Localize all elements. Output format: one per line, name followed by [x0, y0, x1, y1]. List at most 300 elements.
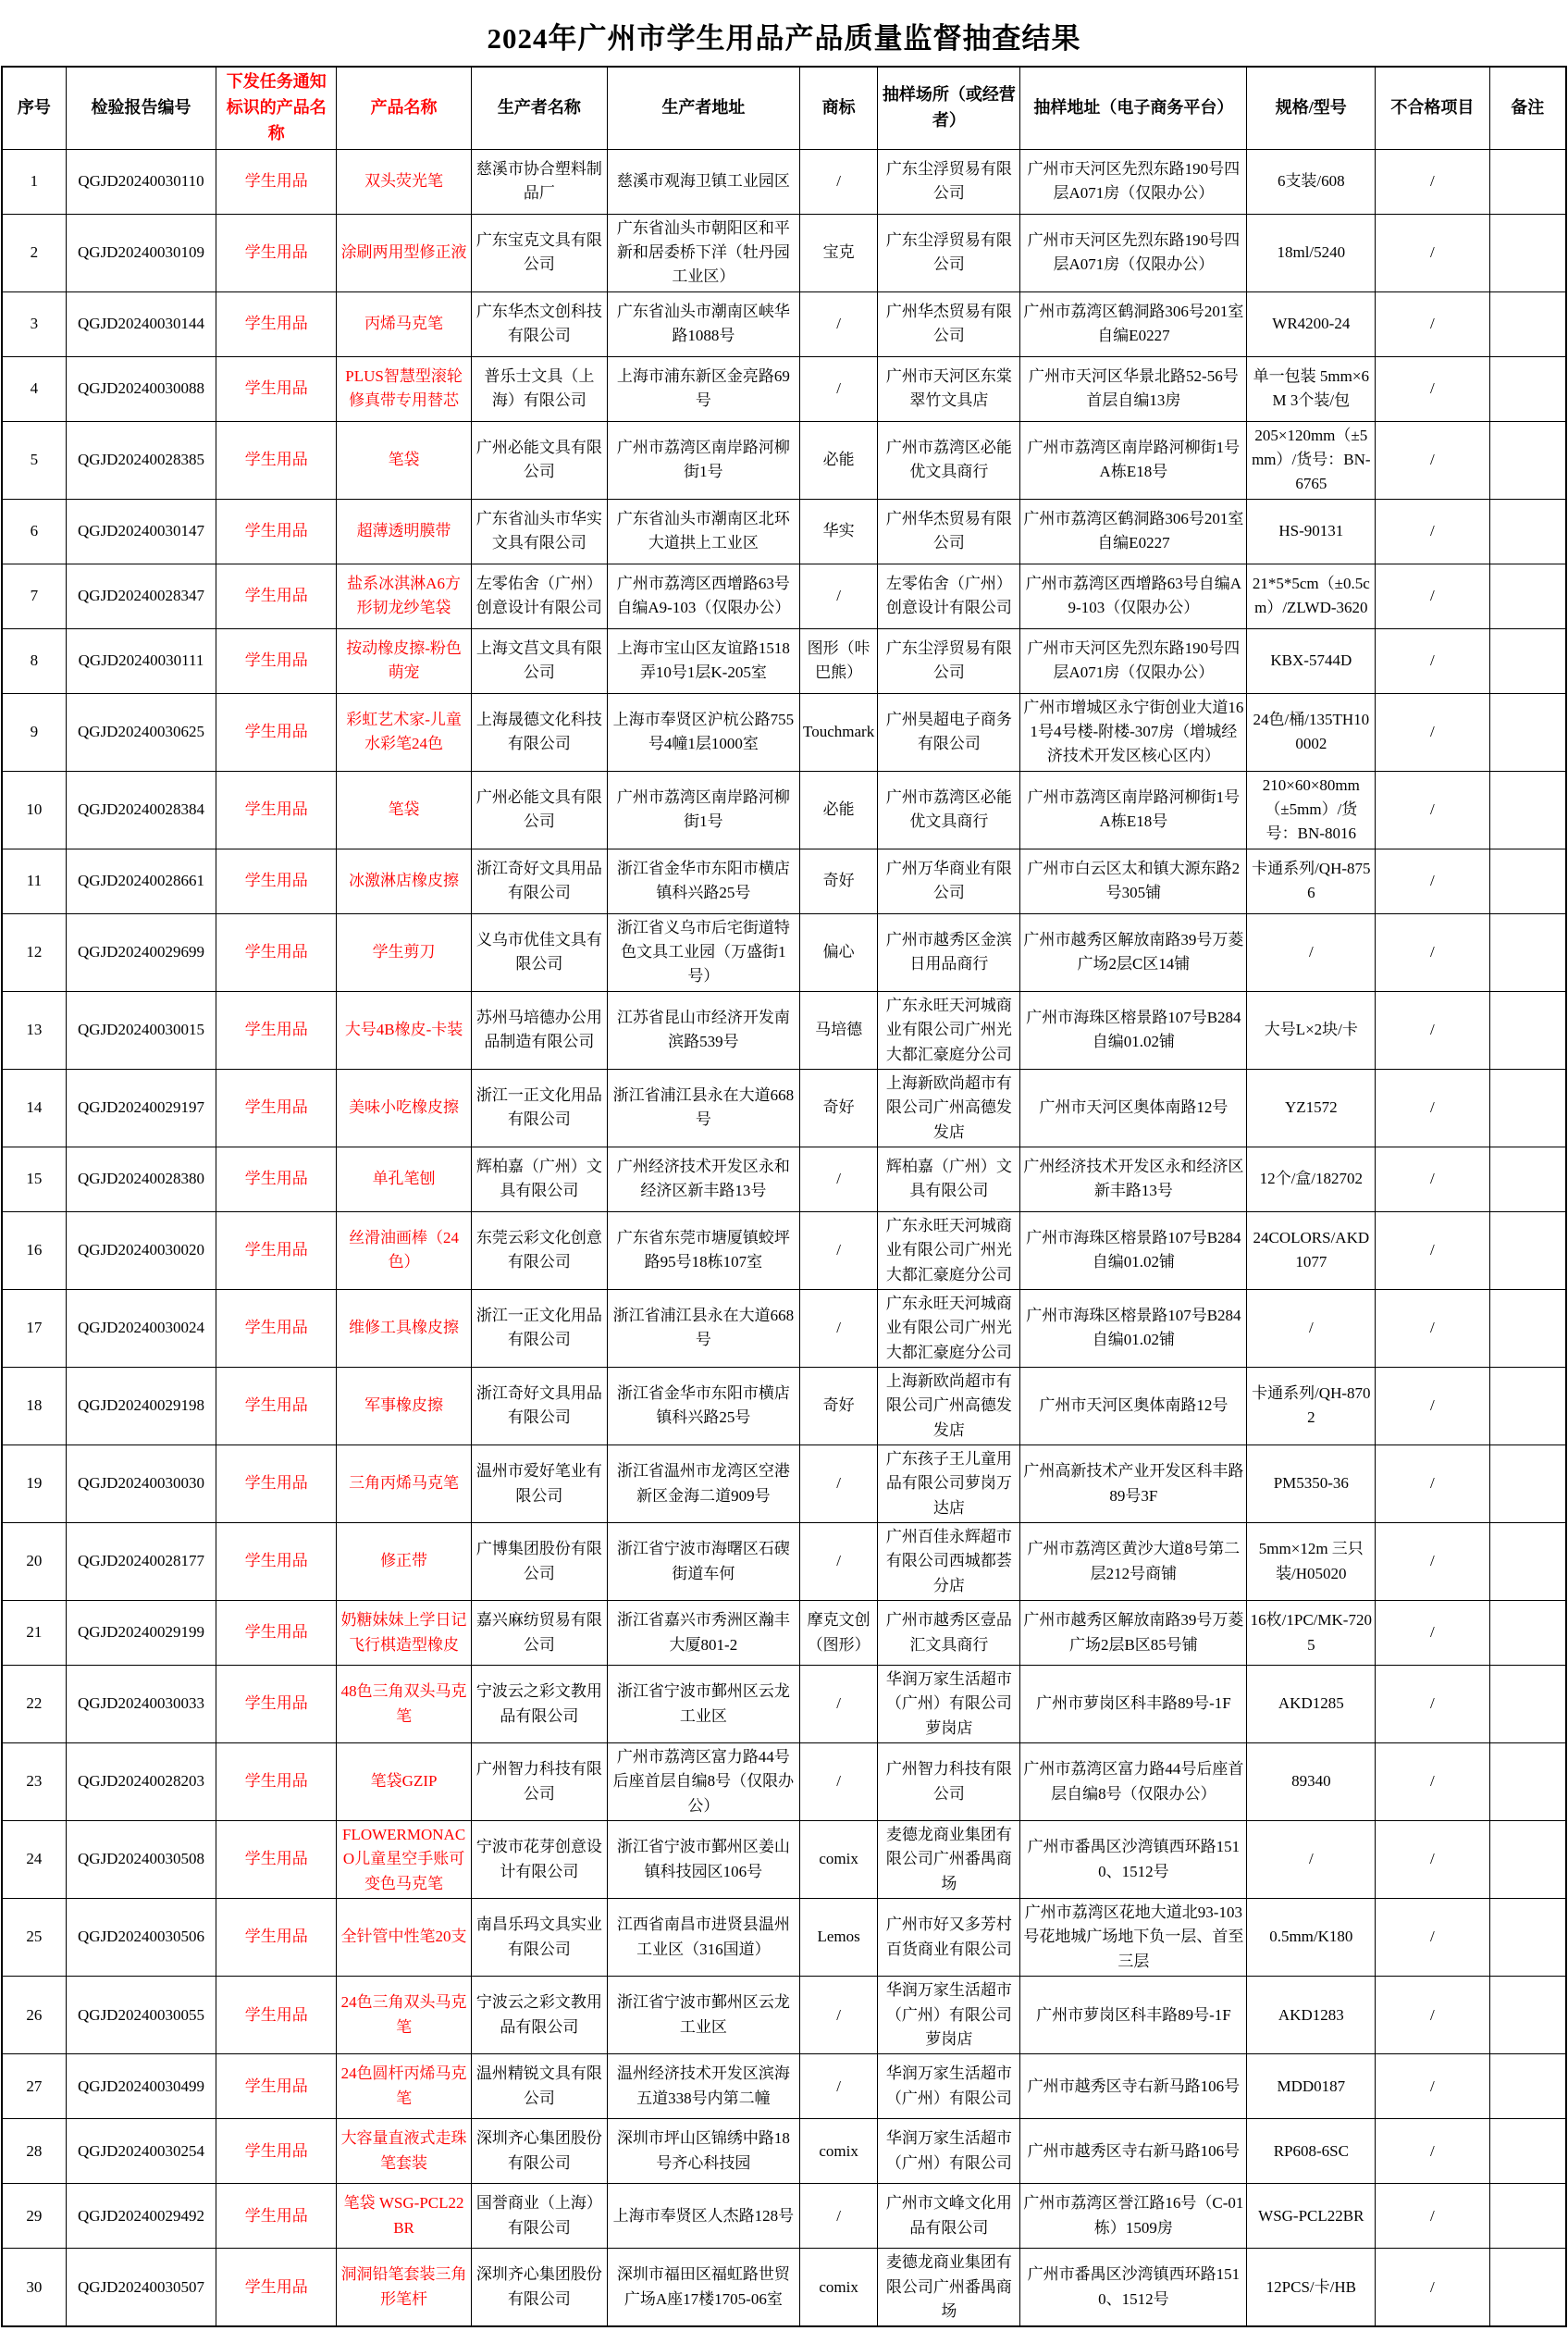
cell-r22-c3: 学生用品 — [216, 1666, 337, 1743]
column-header-10: 规格/型号 — [1247, 67, 1376, 149]
table-row — [2, 1147, 1566, 1211]
cell-r22-c2: QGJD20240030033 — [66, 1666, 216, 1743]
cell-r19-c12 — [1489, 1444, 1566, 1522]
cell-r25-c10: 0.5mm/K180 — [1247, 1899, 1376, 1977]
cell-r1-c1: 1 — [2, 149, 66, 214]
cell-r3-c7: / — [799, 291, 878, 356]
cell-r11-c4: 冰激淋店橡皮擦 — [337, 849, 471, 913]
cell-r30-c5: 深圳齐心集团股份有限公司 — [471, 2249, 607, 2327]
column-header-4: 产品名称 — [337, 67, 471, 149]
cell-r30-c12 — [1489, 2249, 1566, 2327]
cell-r17-c11: / — [1376, 1289, 1489, 1367]
cell-r1-c5: 慈溪市协合塑料制品厂 — [471, 149, 607, 214]
cell-r17-c1: 17 — [2, 1289, 66, 1367]
column-header-1: 序号 — [2, 67, 66, 149]
cell-r9-c1: 9 — [2, 693, 66, 771]
cell-r22-c9: 广州市萝岗区科丰路89号-1F — [1020, 1666, 1247, 1743]
cell-r2-c11: / — [1376, 214, 1489, 291]
cell-r12-c4: 学生剪刀 — [337, 913, 471, 991]
cell-r16-c12 — [1489, 1211, 1566, 1289]
table-row — [2, 849, 1566, 913]
cell-r3-c1: 3 — [2, 291, 66, 356]
cell-r16-c8: 广东永旺天河城商业有限公司广州光大都汇豪庭分公司 — [878, 1211, 1020, 1289]
cell-r11-c5: 浙江奇好文具用品有限公司 — [471, 849, 607, 913]
cell-r14-c10: YZ1572 — [1247, 1069, 1376, 1147]
cell-r21-c8: 广州市越秀区壹品汇文具商行 — [878, 1601, 1020, 1666]
cell-r28-c11: / — [1376, 2119, 1489, 2184]
cell-r8-c4: 按动橡皮擦-粉色萌宠 — [337, 628, 471, 693]
cell-r5-c6: 广州市荔湾区南岸路河柳街1号 — [607, 421, 799, 499]
cell-r5-c10: 205×120mm（±5mm）/货号：BN-6765 — [1247, 421, 1376, 499]
table-row — [2, 499, 1566, 564]
cell-r21-c12 — [1489, 1601, 1566, 1666]
cell-r17-c12 — [1489, 1289, 1566, 1367]
cell-r21-c9: 广州市越秀区解放南路39号万菱广场2层B区85号铺 — [1020, 1601, 1247, 1666]
cell-r25-c7: Lemos — [799, 1899, 878, 1977]
cell-r7-c6: 广州市荔湾区西增路63号自编A9-103（仅限办公） — [607, 564, 799, 628]
cell-r5-c1: 5 — [2, 421, 66, 499]
cell-r29-c4: 笔袋 WSG-PCL22BR — [337, 2184, 471, 2249]
cell-r24-c6: 浙江省宁波市鄞州区姜山镇科技园区106号 — [607, 1821, 799, 1899]
cell-r28-c9: 广州市越秀区寺右新马路106号 — [1020, 2119, 1247, 2184]
column-header-11: 不合格项目 — [1376, 67, 1489, 149]
cell-r18-c1: 18 — [2, 1367, 66, 1444]
cell-r7-c12 — [1489, 564, 1566, 628]
cell-r15-c1: 15 — [2, 1147, 66, 1211]
cell-r13-c1: 13 — [2, 991, 66, 1069]
cell-r4-c2: QGJD20240030088 — [66, 356, 216, 421]
cell-r23-c2: QGJD20240028203 — [66, 1743, 216, 1821]
table-row — [2, 2119, 1566, 2184]
cell-r27-c8: 华润万家生活超市（广州）有限公司 — [878, 2054, 1020, 2119]
cell-r11-c6: 浙江省金华市东阳市横店镇科兴路25号 — [607, 849, 799, 913]
cell-r12-c12 — [1489, 913, 1566, 991]
cell-r7-c2: QGJD20240028347 — [66, 564, 216, 628]
cell-r11-c3: 学生用品 — [216, 849, 337, 913]
cell-r12-c11: / — [1376, 913, 1489, 991]
cell-r14-c3: 学生用品 — [216, 1069, 337, 1147]
cell-r4-c11: / — [1376, 356, 1489, 421]
cell-r26-c9: 广州市萝岗区科丰路89号-1F — [1020, 1977, 1247, 2054]
table-row — [2, 628, 1566, 693]
cell-r10-c5: 广州必能文具有限公司 — [471, 771, 607, 849]
cell-r13-c6: 江苏省昆山市经济开发南滨路539号 — [607, 991, 799, 1069]
table-row — [2, 356, 1566, 421]
cell-r23-c9: 广州市荔湾区富力路44号后座首层自编8号（仅限办公） — [1020, 1743, 1247, 1821]
table-row — [2, 421, 1566, 499]
cell-r4-c3: 学生用品 — [216, 356, 337, 421]
cell-r6-c11: / — [1376, 499, 1489, 564]
cell-r30-c7: comix — [799, 2249, 878, 2327]
cell-r22-c11: / — [1376, 1666, 1489, 1743]
cell-r26-c5: 宁波云之彩文教用品有限公司 — [471, 1977, 607, 2054]
cell-r14-c9: 广州市天河区奥体南路12号 — [1020, 1069, 1247, 1147]
cell-r18-c10: 卡通系列/QH-8702 — [1247, 1367, 1376, 1444]
cell-r26-c2: QGJD20240030055 — [66, 1977, 216, 2054]
cell-r4-c7: / — [799, 356, 878, 421]
cell-r21-c7: 摩克文创（图形） — [799, 1601, 878, 1666]
cell-r23-c6: 广州市荔湾区富力路44号后座首层自编8号（仅限办公） — [607, 1743, 799, 1821]
cell-r9-c2: QGJD20240030625 — [66, 693, 216, 771]
cell-r1-c9: 广州市天河区先烈东路190号四层A071房（仅限办公） — [1020, 149, 1247, 214]
cell-r19-c3: 学生用品 — [216, 1444, 337, 1522]
cell-r4-c10: 单一包装 5mm×6M 3个装/包 — [1247, 356, 1376, 421]
column-header-3: 下发任务通知标识的产品名称 — [216, 67, 337, 149]
cell-r19-c11: / — [1376, 1444, 1489, 1522]
cell-r12-c5: 义乌市优佳文具有限公司 — [471, 913, 607, 991]
cell-r16-c7: / — [799, 1211, 878, 1289]
cell-r22-c1: 22 — [2, 1666, 66, 1743]
cell-r14-c7: 奇好 — [799, 1069, 878, 1147]
cell-r30-c6: 深圳市福田区福虹路世贸广场A座17楼1705-06室 — [607, 2249, 799, 2327]
cell-r26-c3: 学生用品 — [216, 1977, 337, 2054]
cell-r29-c3: 学生用品 — [216, 2184, 337, 2249]
cell-r3-c4: 丙烯马克笔 — [337, 291, 471, 356]
cell-r27-c4: 24色圆杆丙烯马克笔 — [337, 2054, 471, 2119]
table-row — [2, 2054, 1566, 2119]
cell-r18-c3: 学生用品 — [216, 1367, 337, 1444]
cell-r6-c5: 广东省汕头市华实文具有限公司 — [471, 499, 607, 564]
cell-r1-c4: 双头荧光笔 — [337, 149, 471, 214]
cell-r7-c9: 广州市荔湾区西增路63号自编A9-103（仅限办公） — [1020, 564, 1247, 628]
cell-r30-c1: 30 — [2, 2249, 66, 2327]
cell-r9-c7: Touchmark — [799, 693, 878, 771]
cell-r3-c12 — [1489, 291, 1566, 356]
cell-r24-c9: 广州市番禺区沙湾镇西环路1510、1512号 — [1020, 1821, 1247, 1899]
cell-r24-c11: / — [1376, 1821, 1489, 1899]
cell-r8-c5: 上海文莒文具有限公司 — [471, 628, 607, 693]
cell-r20-c12 — [1489, 1523, 1566, 1601]
cell-r8-c2: QGJD20240030111 — [66, 628, 216, 693]
table-row — [2, 1523, 1566, 1601]
cell-r24-c12 — [1489, 1821, 1566, 1899]
cell-r23-c10: 89340 — [1247, 1743, 1376, 1821]
cell-r25-c8: 广州市好又多芳村百货商业有限公司 — [878, 1899, 1020, 1977]
cell-r8-c7: 图形（咔巴熊） — [799, 628, 878, 693]
cell-r21-c10: 16枚/1PC/MK-7205 — [1247, 1601, 1376, 1666]
cell-r14-c1: 14 — [2, 1069, 66, 1147]
cell-r18-c11: / — [1376, 1367, 1489, 1444]
cell-r8-c3: 学生用品 — [216, 628, 337, 693]
cell-r6-c6: 广东省汕头市潮南区北环大道拱上工业区 — [607, 499, 799, 564]
table-row — [2, 1211, 1566, 1289]
cell-r14-c6: 浙江省浦江县永在大道668号 — [607, 1069, 799, 1147]
table-row — [2, 564, 1566, 628]
cell-r10-c8: 广州市荔湾区必能优文具商行 — [878, 771, 1020, 849]
cell-r30-c9: 广州市番禺区沙湾镇西环路1510、1512号 — [1020, 2249, 1247, 2327]
cell-r25-c3: 学生用品 — [216, 1899, 337, 1977]
cell-r24-c10: / — [1247, 1821, 1376, 1899]
cell-r26-c8: 华润万家生活超市（广州）有限公司萝岗店 — [878, 1977, 1020, 2054]
cell-r20-c2: QGJD20240028177 — [66, 1523, 216, 1601]
inspection-result-table — [1, 66, 1567, 2327]
cell-r5-c12 — [1489, 421, 1566, 499]
cell-r4-c5: 普乐士文具（上海）有限公司 — [471, 356, 607, 421]
cell-r2-c9: 广州市天河区先烈东路190号四层A071房（仅限办公） — [1020, 214, 1247, 291]
cell-r21-c1: 21 — [2, 1601, 66, 1666]
cell-r16-c6: 广东省东莞市塘厦镇蛟坪路95号18栋107室 — [607, 1211, 799, 1289]
cell-r2-c6: 广东省汕头市朝阳区和平新和居委桥下洋（牡丹园工业区） — [607, 214, 799, 291]
cell-r11-c8: 广州万华商业有限公司 — [878, 849, 1020, 913]
cell-r28-c6: 深圳市坪山区锦绣中路18号齐心科技园 — [607, 2119, 799, 2184]
cell-r10-c9: 广州市荔湾区南岸路河柳街1号A栋E18号 — [1020, 771, 1247, 849]
cell-r18-c4: 军事橡皮擦 — [337, 1367, 471, 1444]
cell-r29-c6: 上海市奉贤区人杰路128号 — [607, 2184, 799, 2249]
cell-r3-c10: WR4200-24 — [1247, 291, 1376, 356]
cell-r12-c10: / — [1247, 913, 1376, 991]
cell-r28-c1: 28 — [2, 2119, 66, 2184]
cell-r23-c4: 笔袋GZIP — [337, 1743, 471, 1821]
cell-r5-c4: 笔袋 — [337, 421, 471, 499]
cell-r10-c2: QGJD20240028384 — [66, 771, 216, 849]
cell-r29-c5: 国誉商业（上海）有限公司 — [471, 2184, 607, 2249]
cell-r2-c12 — [1489, 214, 1566, 291]
cell-r14-c8: 上海新欧尚超市有限公司广州高德发发店 — [878, 1069, 1020, 1147]
cell-r8-c1: 8 — [2, 628, 66, 693]
cell-r19-c4: 三角丙烯马克笔 — [337, 1444, 471, 1522]
cell-r28-c2: QGJD20240030254 — [66, 2119, 216, 2184]
cell-r15-c6: 广州经济技术开发区永和经济区新丰路13号 — [607, 1147, 799, 1211]
cell-r10-c3: 学生用品 — [216, 771, 337, 849]
cell-r19-c5: 温州市爱好笔业有限公司 — [471, 1444, 607, 1522]
cell-r29-c10: WSG-PCL22BR — [1247, 2184, 1376, 2249]
cell-r12-c6: 浙江省义乌市后宅街道特色文具工业园（万盛街1号） — [607, 913, 799, 991]
cell-r7-c3: 学生用品 — [216, 564, 337, 628]
cell-r23-c8: 广州智力科技有限公司 — [878, 1743, 1020, 1821]
cell-r14-c12 — [1489, 1069, 1566, 1147]
cell-r19-c10: PM5350-36 — [1247, 1444, 1376, 1522]
cell-r7-c7: / — [799, 564, 878, 628]
cell-r8-c12 — [1489, 628, 1566, 693]
cell-r19-c1: 19 — [2, 1444, 66, 1522]
cell-r20-c8: 广州百佳永辉超市有限公司西城都荟分店 — [878, 1523, 1020, 1601]
table-row — [2, 1069, 1566, 1147]
cell-r15-c7: / — [799, 1147, 878, 1211]
cell-r24-c4: FLOWERMONACO儿童星空手账可变色马克笔 — [337, 1821, 471, 1899]
cell-r26-c1: 26 — [2, 1977, 66, 2054]
cell-r13-c12 — [1489, 991, 1566, 1069]
cell-r27-c3: 学生用品 — [216, 2054, 337, 2119]
cell-r25-c1: 25 — [2, 1899, 66, 1977]
cell-r29-c2: QGJD20240029492 — [66, 2184, 216, 2249]
cell-r9-c5: 上海晟德文化科技有限公司 — [471, 693, 607, 771]
cell-r10-c1: 10 — [2, 771, 66, 849]
table-row — [2, 693, 1566, 771]
cell-r9-c12 — [1489, 693, 1566, 771]
cell-r12-c7: 偏心 — [799, 913, 878, 991]
cell-r20-c4: 修正带 — [337, 1523, 471, 1601]
cell-r10-c10: 210×60×80mm（±5mm）/货号：BN-8016 — [1247, 771, 1376, 849]
cell-r6-c10: HS-90131 — [1247, 499, 1376, 564]
table-row — [2, 214, 1566, 291]
cell-r9-c11: / — [1376, 693, 1489, 771]
cell-r25-c12 — [1489, 1899, 1566, 1977]
cell-r29-c1: 29 — [2, 2184, 66, 2249]
cell-r1-c6: 慈溪市观海卫镇工业园区 — [607, 149, 799, 214]
cell-r24-c3: 学生用品 — [216, 1821, 337, 1899]
cell-r18-c6: 浙江省金华市东阳市横店镇科兴路25号 — [607, 1367, 799, 1444]
cell-r15-c8: 辉柏嘉（广州）文具有限公司 — [878, 1147, 1020, 1211]
cell-r5-c8: 广州市荔湾区必能优文具商行 — [878, 421, 1020, 499]
cell-r21-c4: 奶糖妹妹上学日记 飞行棋造型橡皮 — [337, 1601, 471, 1666]
cell-r4-c4: PLUS智慧型滚轮修真带专用替芯 — [337, 356, 471, 421]
cell-r2-c2: QGJD20240030109 — [66, 214, 216, 291]
cell-r2-c1: 2 — [2, 214, 66, 291]
cell-r3-c6: 广东省汕头市潮南区峡华路1088号 — [607, 291, 799, 356]
cell-r28-c10: RP608-6SC — [1247, 2119, 1376, 2184]
cell-r14-c11: / — [1376, 1069, 1489, 1147]
cell-r21-c6: 浙江省嘉兴市秀洲区瀚丰大厦801-2 — [607, 1601, 799, 1666]
cell-r10-c7: 必能 — [799, 771, 878, 849]
cell-r15-c9: 广州经济技术开发区永和经济区新丰路13号 — [1020, 1147, 1247, 1211]
cell-r24-c2: QGJD20240030508 — [66, 1821, 216, 1899]
cell-r12-c3: 学生用品 — [216, 913, 337, 991]
cell-r24-c5: 宁波市花芽创意设计有限公司 — [471, 1821, 607, 1899]
table-row — [2, 1444, 1566, 1522]
cell-r26-c4: 24色三角双头马克笔 — [337, 1977, 471, 2054]
cell-r30-c8: 麦德龙商业集团有限公司广州番禺商场 — [878, 2249, 1020, 2327]
cell-r22-c8: 华润万家生活超市（广州）有限公司萝岗店 — [878, 1666, 1020, 1743]
cell-r11-c1: 11 — [2, 849, 66, 913]
cell-r16-c4: 丝滑油画棒（24色） — [337, 1211, 471, 1289]
table-row — [2, 1601, 1566, 1666]
cell-r1-c10: 6支装/608 — [1247, 149, 1376, 214]
table-row — [2, 1743, 1566, 1821]
cell-r18-c7: 奇好 — [799, 1367, 878, 1444]
cell-r17-c5: 浙江一正文化用品有限公司 — [471, 1289, 607, 1367]
cell-r2-c3: 学生用品 — [216, 214, 337, 291]
cell-r23-c1: 23 — [2, 1743, 66, 1821]
cell-r10-c11: / — [1376, 771, 1489, 849]
cell-r23-c12 — [1489, 1743, 1566, 1821]
table-row — [2, 149, 1566, 214]
cell-r20-c6: 浙江省宁波市海曙区石碶街道车何 — [607, 1523, 799, 1601]
cell-r3-c9: 广州市荔湾区鹤洞路306号201室自编E0227 — [1020, 291, 1247, 356]
cell-r7-c5: 左零佑舍（广州）创意设计有限公司 — [471, 564, 607, 628]
cell-r15-c3: 学生用品 — [216, 1147, 337, 1211]
cell-r28-c12 — [1489, 2119, 1566, 2184]
cell-r7-c1: 7 — [2, 564, 66, 628]
column-header-7: 商标 — [799, 67, 878, 149]
cell-r5-c9: 广州市荔湾区南岸路河柳街1号A栋E18号 — [1020, 421, 1247, 499]
cell-r26-c6: 浙江省宁波市鄞州区云龙工业区 — [607, 1977, 799, 2054]
table-row — [2, 1289, 1566, 1367]
cell-r8-c6: 上海市宝山区友谊路1518弄10号1层K-205室 — [607, 628, 799, 693]
table-header-row — [2, 67, 1566, 149]
column-header-9: 抽样地址（电子商务平台） — [1020, 67, 1247, 149]
cell-r18-c9: 广州市天河区奥体南路12号 — [1020, 1367, 1247, 1444]
cell-r20-c7: / — [799, 1523, 878, 1601]
cell-r5-c2: QGJD20240028385 — [66, 421, 216, 499]
cell-r27-c11: / — [1376, 2054, 1489, 2119]
cell-r23-c7: / — [799, 1743, 878, 1821]
column-header-8: 抽样场所（或经营者） — [878, 67, 1020, 149]
cell-r6-c4: 超薄透明膜带 — [337, 499, 471, 564]
column-header-12: 备注 — [1489, 67, 1566, 149]
column-header-2: 检验报告编号 — [66, 67, 216, 149]
cell-r20-c11: / — [1376, 1523, 1489, 1601]
cell-r9-c4: 彩虹艺术家-儿童水彩笔24色 — [337, 693, 471, 771]
cell-r28-c5: 深圳齐心集团股份有限公司 — [471, 2119, 607, 2184]
cell-r17-c10: / — [1247, 1289, 1376, 1367]
cell-r12-c9: 广州市越秀区解放南路39号万菱广场2层C区14铺 — [1020, 913, 1247, 991]
cell-r20-c3: 学生用品 — [216, 1523, 337, 1601]
cell-r6-c2: QGJD20240030147 — [66, 499, 216, 564]
cell-r21-c3: 学生用品 — [216, 1601, 337, 1666]
cell-r13-c11: / — [1376, 991, 1489, 1069]
cell-r19-c2: QGJD20240030030 — [66, 1444, 216, 1522]
cell-r23-c11: / — [1376, 1743, 1489, 1821]
cell-r7-c11: / — [1376, 564, 1489, 628]
cell-r25-c11: / — [1376, 1899, 1489, 1977]
table-row — [2, 2249, 1566, 2327]
cell-r11-c2: QGJD20240028661 — [66, 849, 216, 913]
table-row — [2, 1899, 1566, 1977]
cell-r29-c8: 广州市文峰文化用品有限公司 — [878, 2184, 1020, 2249]
cell-r3-c8: 广州华杰贸易有限公司 — [878, 291, 1020, 356]
cell-r17-c4: 维修工具橡皮擦 — [337, 1289, 471, 1367]
table-row — [2, 1977, 1566, 2054]
cell-r28-c8: 华润万家生活超市（广州）有限公司 — [878, 2119, 1020, 2184]
cell-r25-c6: 江西省南昌市进贤县温州工业区（316国道） — [607, 1899, 799, 1977]
cell-r27-c2: QGJD20240030499 — [66, 2054, 216, 2119]
cell-r25-c9: 广州市荔湾区花地大道北93-103号花地城广场地下负一层、首至三层 — [1020, 1899, 1247, 1977]
cell-r16-c9: 广州市海珠区榕景路107号B284自编01.02铺 — [1020, 1211, 1247, 1289]
cell-r17-c6: 浙江省浦江县永在大道668号 — [607, 1289, 799, 1367]
cell-r6-c1: 6 — [2, 499, 66, 564]
cell-r27-c12 — [1489, 2054, 1566, 2119]
cell-r8-c10: KBX-5744D — [1247, 628, 1376, 693]
cell-r23-c5: 广州智力科技有限公司 — [471, 1743, 607, 1821]
cell-r17-c7: / — [799, 1289, 878, 1367]
cell-r7-c4: 盐系冰淇淋A6方形韧龙纱笔袋 — [337, 564, 471, 628]
cell-r10-c6: 广州市荔湾区南岸路河柳街1号 — [607, 771, 799, 849]
cell-r24-c1: 24 — [2, 1821, 66, 1899]
cell-r30-c11: / — [1376, 2249, 1489, 2327]
cell-r14-c2: QGJD20240029197 — [66, 1069, 216, 1147]
cell-r19-c9: 广州高新技术产业开发区科丰路89号3F — [1020, 1444, 1247, 1522]
column-header-6: 生产者地址 — [607, 67, 799, 149]
column-header-5: 生产者名称 — [471, 67, 607, 149]
cell-r21-c11: / — [1376, 1601, 1489, 1666]
cell-r16-c2: QGJD20240030020 — [66, 1211, 216, 1289]
cell-r20-c1: 20 — [2, 1523, 66, 1601]
cell-r11-c10: 卡通系列/QH-8756 — [1247, 849, 1376, 913]
cell-r4-c6: 上海市浦东新区金亮路69号 — [607, 356, 799, 421]
cell-r9-c6: 上海市奉贤区沪杭公路755号4幢1层1000室 — [607, 693, 799, 771]
cell-r10-c12 — [1489, 771, 1566, 849]
cell-r2-c7: 宝克 — [799, 214, 878, 291]
table-header — [2, 67, 1566, 149]
cell-r7-c8: 左零佑舍（广州）创意设计有限公司 — [878, 564, 1020, 628]
cell-r17-c3: 学生用品 — [216, 1289, 337, 1367]
cell-r4-c9: 广州市天河区华景北路52-56号首层自编13房 — [1020, 356, 1247, 421]
cell-r13-c9: 广州市海珠区榕景路107号B284自编01.02铺 — [1020, 991, 1247, 1069]
cell-r29-c11: / — [1376, 2184, 1489, 2249]
cell-r3-c2: QGJD20240030144 — [66, 291, 216, 356]
cell-r19-c6: 浙江省温州市龙湾区空港新区金海二道909号 — [607, 1444, 799, 1522]
cell-r17-c8: 广东永旺天河城商业有限公司广州光大都汇豪庭分公司 — [878, 1289, 1020, 1367]
cell-r30-c3: 学生用品 — [216, 2249, 337, 2327]
cell-r15-c12 — [1489, 1147, 1566, 1211]
cell-r5-c11: / — [1376, 421, 1489, 499]
cell-r8-c9: 广州市天河区先烈东路190号四层A071房（仅限办公） — [1020, 628, 1247, 693]
cell-r10-c4: 笔袋 — [337, 771, 471, 849]
cell-r16-c11: / — [1376, 1211, 1489, 1289]
cell-r16-c10: 24COLORS/AKD1077 — [1247, 1211, 1376, 1289]
cell-r26-c12 — [1489, 1977, 1566, 2054]
cell-r26-c7: / — [799, 1977, 878, 2054]
